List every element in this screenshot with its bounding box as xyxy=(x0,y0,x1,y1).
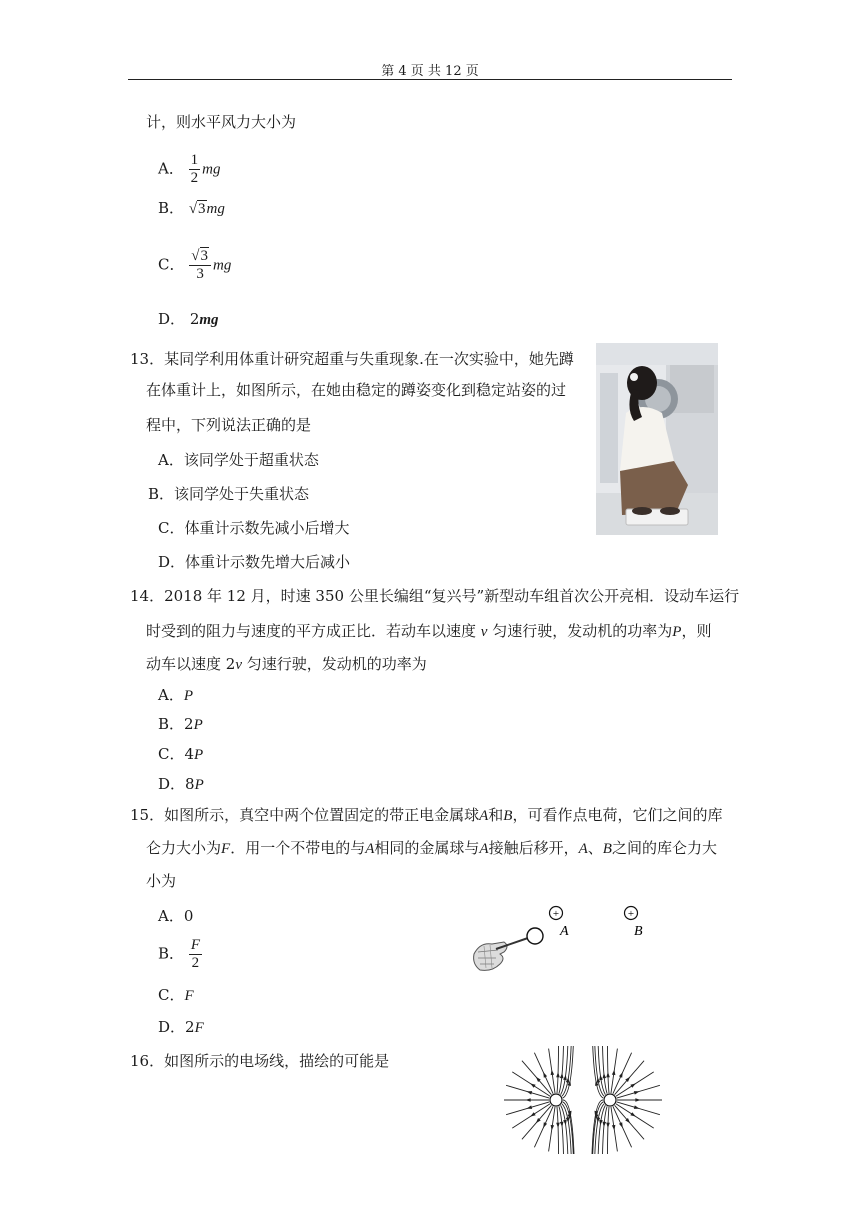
q13-stem-line-1: 13．某同学利用体重计研究超重与失重现象.在一次实验中，她先蹲 xyxy=(130,350,574,368)
charge-right xyxy=(604,1094,616,1106)
field-arrow xyxy=(630,1112,636,1116)
field-arrow xyxy=(606,1123,610,1128)
field-line xyxy=(603,1106,608,1154)
q14-stem-line-1: 14．2018 年 12 月，时速 350 公里长编组“复兴号”新型动车组首次公开亮相．设动车运行 xyxy=(130,587,740,605)
option-label: B． xyxy=(158,199,185,217)
q12-option-d: D． 2mg xyxy=(158,310,219,328)
q13-option-d: D．体重计示数先增大后减小 xyxy=(158,553,351,571)
question-number: 14． xyxy=(130,587,165,605)
field-arrow xyxy=(525,1098,530,1102)
charged-spheres-figure xyxy=(470,902,670,974)
q14-stem-line-2: 时受到的阻力与速度的平方成正比．若动车以速度 v 匀速行驶，发动机的功率为P，则 xyxy=(146,622,712,640)
field-arrow xyxy=(619,1072,623,1078)
q12-option-b: B． √3mg xyxy=(158,199,225,217)
label-a: A xyxy=(560,924,569,939)
field-arrow xyxy=(530,1112,536,1116)
q13-option-c: C．体重计示数先减小后增大 xyxy=(158,519,350,537)
field-line xyxy=(607,1107,609,1154)
option-label: C． xyxy=(158,255,185,274)
field-arrow xyxy=(556,1072,560,1077)
q15-option-c: C．F xyxy=(158,986,194,1004)
field-arrow xyxy=(556,1123,560,1128)
field-arrow xyxy=(543,1122,547,1128)
q13-option-b: B．该同学处于失重状态 xyxy=(148,485,310,503)
q14-stem-line-3: 动车以速度 2v 匀速行驶，发动机的功率为 xyxy=(146,655,427,673)
field-arrow xyxy=(634,1105,640,1108)
girl-on-scale-photo xyxy=(596,343,718,535)
field-line xyxy=(593,1102,604,1154)
field-arrow xyxy=(551,1125,555,1131)
field-arrow xyxy=(599,1120,603,1126)
field-line xyxy=(593,1046,604,1098)
field-arrow xyxy=(526,1091,532,1094)
q14-option-a: A．P xyxy=(158,686,194,704)
q12-option-c: C． $\frac{√3}{3}$ mg xyxy=(158,248,232,282)
q15-option-d: D．2F xyxy=(158,1018,204,1036)
q13-stem-line-3: 程中，下列说法正确的是 xyxy=(146,416,312,434)
q12-option-a: A． $\frac{1}{2}$ mg xyxy=(158,152,221,186)
option-label: A． xyxy=(158,159,184,178)
q14-option-b: B．2P xyxy=(158,715,203,733)
question-number: 15． xyxy=(130,806,165,824)
q14-option-c: C．4P xyxy=(158,745,204,763)
plus-sign: + xyxy=(552,908,560,920)
q15-option-a: A．0 xyxy=(158,907,194,925)
field-arrow xyxy=(543,1072,547,1078)
field-line xyxy=(559,1106,564,1154)
header-rule xyxy=(128,79,732,80)
plus-sign: + xyxy=(627,908,635,920)
field-arrow xyxy=(634,1091,640,1094)
question-number: 13． xyxy=(130,350,165,368)
q13-option-a: A．该同学处于超重状态 xyxy=(158,451,319,469)
field-line xyxy=(557,1107,559,1154)
sqrt: √3 xyxy=(188,201,206,217)
electric-field-lines-figure xyxy=(496,1044,670,1156)
field-arrow xyxy=(530,1083,536,1087)
field-line xyxy=(563,1102,574,1154)
field-arrow xyxy=(606,1072,610,1077)
field-line xyxy=(557,1046,559,1093)
q14-option-d: D．8P xyxy=(158,775,204,793)
neutral-sphere xyxy=(527,928,543,944)
field-arrow xyxy=(563,1075,567,1081)
field-arrow xyxy=(563,1120,567,1126)
q15-stem-line-2: 仑力大小为F．用一个不带电的与A相同的金属球与A接触后移开，A、B之间的库仑力大 xyxy=(146,839,717,857)
q15-stem-line-3: 小为 xyxy=(146,872,177,890)
field-line xyxy=(563,1046,574,1098)
field-arrow xyxy=(612,1125,616,1131)
q15-option-b: B． $\frac{F}{2}$ xyxy=(158,937,200,971)
field-arrow xyxy=(635,1098,640,1102)
q12-stem-tail: 计，则水平风力大小为 xyxy=(146,113,297,131)
fraction: $\frac{1}{2}$ xyxy=(190,152,199,186)
q16-stem: 16．如图所示的电场线，描绘的可能是 xyxy=(130,1052,390,1070)
field-arrow xyxy=(630,1083,636,1087)
field-arrow xyxy=(599,1075,603,1081)
field-line xyxy=(559,1046,564,1094)
field-arrow xyxy=(619,1122,623,1128)
q15-stem-line-1: 15．如图所示，真空中两个位置固定的带正电金属球A和B，可看作点电荷，它们之间的库 xyxy=(130,806,723,824)
field-arrow xyxy=(612,1070,616,1076)
question-number: 16． xyxy=(130,1052,165,1070)
label-b: B xyxy=(634,924,643,939)
field-arrow xyxy=(526,1105,532,1108)
fraction: $\frac{√3}{3}$ xyxy=(189,248,211,283)
field-arrow xyxy=(551,1070,555,1076)
field-line xyxy=(607,1046,609,1093)
fraction: $\frac{F}{2}$ xyxy=(190,937,200,971)
field-line xyxy=(603,1046,608,1094)
option-label: D． xyxy=(158,310,186,328)
page-header: 第 4 页 共 12 页 xyxy=(381,64,479,79)
charge-left xyxy=(550,1094,562,1106)
q13-stem-line-2: 在体重计上，如图所示，在她由稳定的蹲姿变化到稳定站姿的过 xyxy=(146,381,567,399)
